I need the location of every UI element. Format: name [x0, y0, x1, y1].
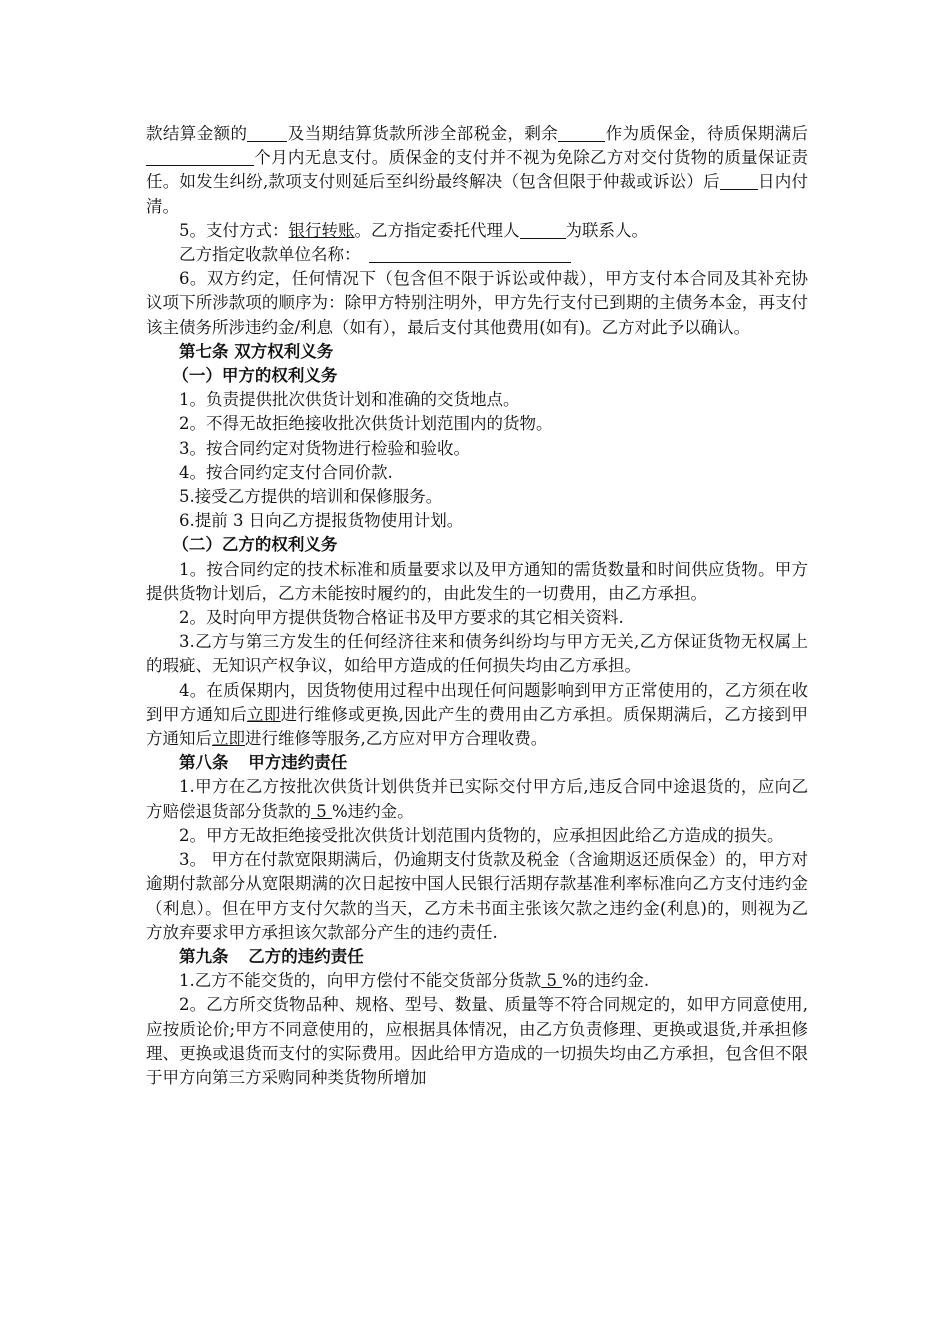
party-a-item-2: 2。不得无故拒绝接收批次供货计划范围内的货物。 [179, 414, 553, 434]
party-b-item-3: 3.乙方与第三方发生的任何经济往来和债务纠纷均与甲方无关,乙方保证货物无权属上的瑕疵、无知识产权争议，如给甲方造成的任何损失均由乙方承担。 [146, 632, 808, 676]
article-8-title: 第八条 甲方违约责任 [179, 753, 348, 773]
payment-order-clause: 6。双方约定，任何情况下（包含但不限于诉讼或仲裁），甲方支付本合同及其补充协议项下所涉款项的顺序为：除甲方特别注明外，甲方先行支付已到期的主债务本金，再支付该主债务所涉违约金/利息（如有），最后支付其他费用(如有)。乙方对此予以确认。 [146, 269, 808, 337]
party-b-item-2: 2。及时向甲方提供货物合格证书及甲方要求的其它相关资料. [179, 608, 624, 628]
article-8-item-2: 2。甲方无故拒绝接受批次供货计划范围内货物的，应承担因此给乙方造成的损失。 [179, 825, 784, 845]
article-9-item-2: 2。乙方所交货物品种、规格、型号、数量、质量等不符合同规定的，如甲方同意使用,应按质论价;甲方不同意使用的，应根据具体情况，由乙方负责修理、更换或退货,并承担修理、更换或退货而支付的实际费用。因此给甲方造成的一切损失均由乙方承担，包含但不限于甲方向第三方采购同种类货物所增加 [146, 995, 808, 1087]
party-a-item-3: 3。按合同约定对货物进行检验和验收。 [179, 438, 470, 458]
payment-method-clause: 5。支付方式：银行转账。乙方指定委托代理人 为联系人。 [179, 220, 648, 240]
article-9-title: 第九条 乙方的违约责任 [179, 946, 364, 966]
payment-paragraph-continued: 款结算金额的 及当期结算货款所涉全部税金，剩余 作为质保金，待质保期满后个月内无息支付。质保金的支付并不视为免除乙方对交付货物的质量保证责任。如发生纠纷,款项支付则延后至纠纷最终解决（包含但限于仲裁或诉讼）后 日内付清。 [146, 124, 809, 216]
document-page [146, 122, 808, 1090]
party-b-item-1: 1。按合同约定的技术标准和质量要求以及甲方通知的需货数量和时间供应货物。甲方提供货物计划后，乙方未能按时履约的，由此发生的一切费用，由乙方承担。 [146, 559, 808, 603]
blank-field [520, 221, 566, 239]
article-7-title: 第七条 双方权利义务 [179, 341, 334, 361]
party-b-item-4: 4。在质保期内，因货物使用过程中出现任何问题影响到甲方正常使用的，乙方须在收到甲方通知后立即进行维修或更换,因此产生的费用由乙方承担。质保期满后，乙方接到甲方通知后立即进行维修等服务,乙方应对甲方合理收费。 [146, 680, 809, 749]
party-b-subtitle: （二）乙方的权利义务 [172, 535, 338, 555]
blank-field [247, 125, 287, 143]
blank-field [369, 246, 571, 264]
article-8-item-3: 3。 甲方在付款宽限期满后，仍逾期支付货款及税金（含逾期返还质保金）的，甲方对逾期付款部分从宽限期满的次日起按中国人民银行活期存款基准利率标准向乙方支付违约金（利息）。但在甲方支付欠款的当天，乙方未书面主张该欠款之违约金(利息)的，则视为乙方放弃要求甲方承担该欠款部分产生的违约责任. [146, 850, 808, 942]
party-a-item-5: 5.接受乙方提供的培训和保修服务。 [179, 487, 443, 507]
blank-field [720, 173, 758, 191]
article-9-item-1: 1.乙方不能交货的，向甲方偿付不能交货部分货款 5 %的违约金. [179, 971, 650, 991]
party-a-item-6: 6.提前 3 日向乙方提报货物使用计划。 [179, 511, 464, 531]
article-8-item-1: 1.甲方在乙方按批次供货计划供货并已实际交付甲方后,违反合同中途退货的，应向乙方赔偿退货部分货款的 5 %违约金。 [146, 777, 808, 821]
blank-field [558, 125, 605, 143]
party-a-subtitle: （一）甲方的权利义务 [172, 366, 338, 386]
party-a-item-4: 4。按合同约定支付合同价款. [179, 462, 393, 482]
party-a-item-1: 1。负责提供批次供货计划和准确的交货地点。 [179, 390, 520, 410]
payee-name-line: 乙方指定收款单位名称： [146, 243, 808, 267]
blank-field [146, 149, 254, 167]
